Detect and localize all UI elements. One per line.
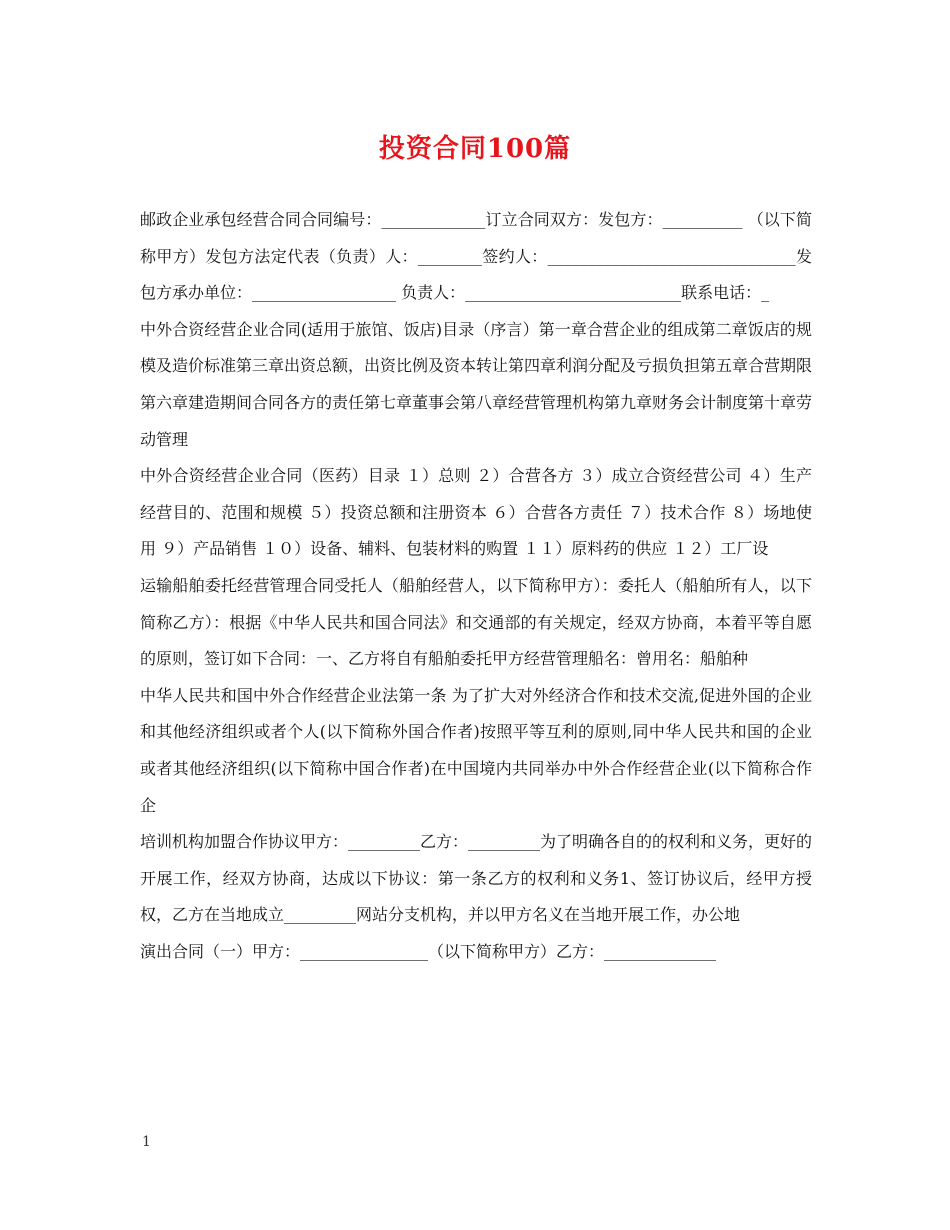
document-body bbox=[140, 202, 812, 970]
document-title: 投资合同100篇 bbox=[378, 134, 572, 164]
paragraph-ship-management: 运输船舶委托经营管理合同受托人（船舶经营人，以下简称甲方）：委托人（船舶所有人，以下简称乙方）：根据《中华人民共和国合同法》和交通部的有关规定，经双方协商，本着平等自愿的原则，签订如下合同：一、乙方将自有船舶委托甲方经营管理船名：曾用名：船舶种 bbox=[140, 575, 812, 669]
paragraph-cooperative-enterprise-law: 中华人民共和国中外合作经营企业法第一条 为了扩大对外经济合作和技术交流,促进外国的企业和其他经济组织或者个人(以下简称外国合作者)按照平等互利的原则,同中华人民共和国的企业或者其他经济组织(以下简称中国合作者)在中国境内共同举办中外合作经营企业(以下简称合作企 bbox=[140, 685, 812, 815]
paragraph-performance-contract: 演出合同（一）甲方：________________（以下简称甲方）乙方：______________ bbox=[140, 941, 717, 961]
page-number: 1 bbox=[142, 1134, 151, 1150]
paragraph-training-franchise: 培训机构加盟合作协议甲方：_________乙方：_________为了明确各自的的权利和义务，更好的开展工作，经双方协商，达成以下协议：第一条乙方的权利和义务1、签订协议后，经甲方授权，乙方在当地成立_________网站分支机构，并以甲方名义在当地开展工作，办公地 bbox=[140, 832, 813, 925]
paragraph-postal-contract: 邮政企业承包经营合同合同编号：_____________订立合同双方：发包方：__________ （以下简称甲方）发包方法定代表（负责）人：________签约人：_______________________________发包方承办单位：__________________ 负责人：___________________________联系电话：_ bbox=[140, 210, 812, 303]
paragraph-pharma-joint-venture: 中外合资经营企业合同（医药）目录 １）总则 ２）合营各方 ３）成立合资经营公司 ４）生产经营目的、范围和规模 ５）投资总额和注册资本 ６）合营各方责任 ７）技术合作 ８）场地使用 ９）产品销售 １０）设备、辅料、包装材料的购置 １１）原料药的供应 １２）工厂设 bbox=[140, 466, 812, 559]
paragraph-hotel-joint-venture: 中外合资经营企业合同(适用于旅馆、饭店)目录（序言）第一章合营企业的组成第二章饭店的规模及造价标准第三章出资总额，出资比例及资本转让第四章利润分配及亏损负担第五章合营期限第六章建造期间合同各方的责任第七章董事会第八章经营管理机构第九章财务会计制度第十章劳动管理 bbox=[140, 319, 813, 449]
